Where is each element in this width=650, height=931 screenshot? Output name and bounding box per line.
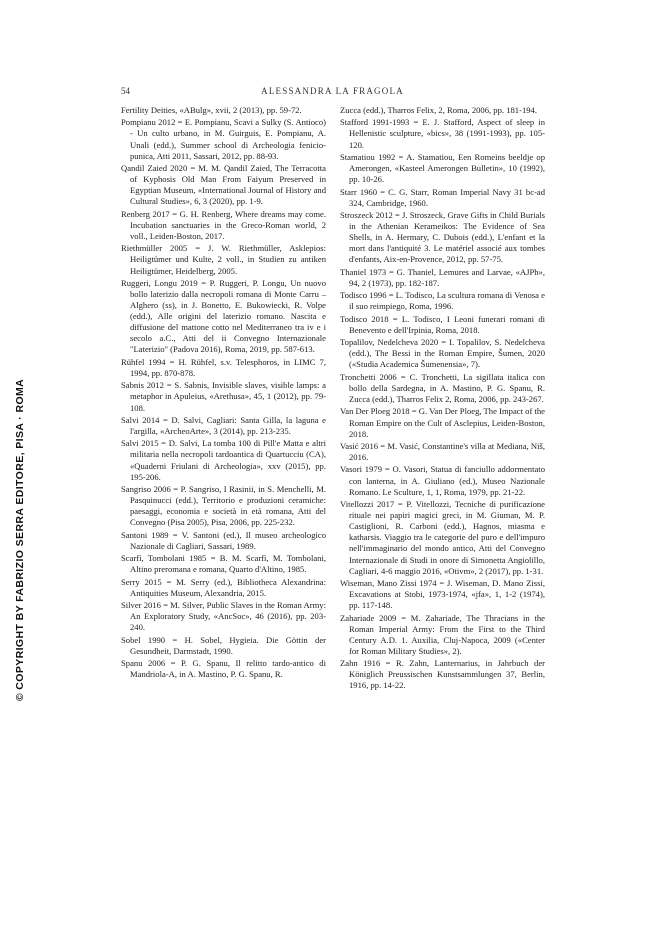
bibliography-entry: Tronchetti 2006 = C. Tronchetti, La sigillata italica con bollo della Sardegna, in A. Mastino, P. G. Spanu, R. Zucca (edd.), Tharros Felix 2, Roma, 2006, pp. 243-267. bbox=[340, 371, 545, 405]
bibliography-entry: Vasori 1979 = O. Vasori, Statua di fanciullo addormentato con lanterna, in A. Giuliano (ed.), Museo Nazionale Romano. Le Sculture, 1, 1, Roma, 1979, pp. 21-22. bbox=[340, 464, 545, 497]
bibliography-entry: Van Der Ploeg 2018 = G. Van Der Ploeg, The Impact of the Roman Empire on the Cult of Asclepius, Leiden-Boston, 2018. bbox=[340, 406, 545, 439]
bibliography-entry: Vasić 2016 = M. Vasić, Constantine's villa at Mediana, Niš, 2016. bbox=[340, 440, 545, 463]
bibliography-entry: Scarfì, Tombolani 1985 = B. M. Scarfì, M. Tombolani, Altino preromana e romana, Quarto d'Altino, 1985. bbox=[121, 553, 326, 575]
copyright-notice bbox=[14, 378, 27, 702]
bibliography-entry: Fertility Deities, «ABulg», xvii, 2 (2013), pp. 59-72. bbox=[121, 105, 302, 115]
bibliography-entry: Rühfel 1994 = H. Rühfel, s.v. Telesphoros, in LIMC 7, 1994, pp. 870-878. bbox=[121, 356, 326, 378]
bibliography-entry: Salvi 2015 = D. Salvi, La tomba 100 di Pill'e Matta e altri militaria nella necropoli tardoantica di Quartucciu (CA), «Quaderni Friulani di Archeologia», xxv (2015), pp. 195-206. bbox=[121, 438, 326, 482]
bibliography-entry: Vitellozzi 2017 = P. Vitellozzi, Tecniche di purificazione rituale nei papiri magici greci, in M. Giuman, M. P. Castiglioni, R. Carboni (edd.), Hagnos, miasma e katharsis. Viaggio tra le categorie del puro e dell'impuro nell'immaginario del mondo antico, Atti del Convegno Internazionale di Studi in onore di Simonetta Angiolillo, Cagliari, 4-6 maggio 2016, «Otivm», 2 (2017), pp. 1-31. bbox=[340, 499, 545, 576]
bibliography-entry: Todisco 2018 = L. Todisco, I Leoni funerari romani di Benevento e dell'Irpinia, Roma, 2018. bbox=[340, 313, 545, 335]
running-head bbox=[121, 86, 544, 100]
bibliography-entry: Sobel 1990 = H. Sobel, Hygieia. Die Göttin der Gesundheit, Darmstadt, 1990. bbox=[121, 634, 326, 656]
bibliography-entry: Wiseman, Mano Zissi 1974 = J. Wiseman, D. Mano Zissi, Excavations at Stobi, 1973-1974, «jfa», 1, 1-2 (1974), pp. 117-148. bbox=[340, 578, 545, 611]
bibliography-left-column bbox=[121, 105, 326, 682]
bibliography-entry: Spanu 2006 = P. G. Spanu, Il relitto tardo-antico di Mandriola-A, in A. Mastino, P. G. Spanu, R. bbox=[121, 658, 326, 680]
bibliography-entry: Zucca (edd.), Tharros Felix, 2, Roma, 2006, pp. 181-194. bbox=[340, 105, 537, 115]
bibliography-entry: Zahariade 2009 = M. Zahariade, The Thracians in the Roman Imperial Army: From the First to the Third Century A.D. 1. Auxilia, Cluj-Napoca, 2009 («Center for Roman Military Studies», 2). bbox=[340, 612, 545, 656]
bibliography-entry: Stamatiou 1992 = A. Stamatiou, Een Romeins beeldje op Amerongen, «Kasteel Amerongen Bulletin», 10 (1992), pp. 10-26. bbox=[340, 151, 545, 185]
page-number: 54 bbox=[121, 86, 130, 96]
bibliography-entry: Thaniel 1973 = G. Thaniel, Lemures and Larvae, «AJPh», 94, 2 (1973), pp. 182-187. bbox=[340, 266, 545, 288]
header-title: ALESSANDRA LA FRAGOLA bbox=[261, 86, 404, 96]
bibliography-entry: Renberg 2017 = G. H. Renberg, Where dreams may come. Incubation sanctuaries in the Greco-Roman world, 2 voll., Leiden-Boston, 2017. bbox=[121, 208, 326, 241]
bibliography-entry: Pompianu 2012 = E. Pompianu, Scavi a Sulky (S. Antioco) - Un culto urbano, in M. Guirguis, E. Pompianu, A. Unali (edd.), Summer school di Archeologia fenicio-punica, Atti 2011, Sassari, 2012, pp. 88-93. bbox=[121, 117, 326, 161]
bibliography-entry: Todisco 1996 = L. Todisco, La scultura romana di Venosa e il suo reimpiego, Roma, 1996. bbox=[340, 290, 545, 312]
bibliography-right-column bbox=[340, 105, 545, 693]
copyright-text: © COPYRIGHT BY FABRIZIO SERRA EDITORE, PISA · ROMA bbox=[14, 378, 27, 702]
bibliography-entry: Qandil Zaied 2020 = M. M. Qandil Zaied, The Terracotta of Kyphosis Old Man From Faiyum Preserved in Egyptian Museum, «International Journal of History and Cultural Studies», 6, 3 (2020), pp. 1-9. bbox=[121, 163, 326, 207]
bibliography-entry: Starr 1960 = C. G. Starr, Roman Imperial Navy 31 bc-ad 324, Cambridge, 1960. bbox=[340, 186, 545, 208]
bibliography-entry: Silver 2016 = M. Silver, Public Slaves in the Roman Army: An Exploratory Study, «AncSoc», 46 (2016), pp. 203-240. bbox=[121, 600, 326, 633]
bibliography-entry: Serry 2015 = M. Serry (ed.), Bibliotheca Alexandrina: Antiquities Museum, Alexandria, 2015. bbox=[121, 576, 326, 598]
bibliography-entry: Santoni 1989 = V. Santoni (ed.), Il museo archeologico Nazionale di Cagliari, Sassari, 1989. bbox=[121, 529, 326, 551]
bibliography-entry: Salvi 2014 = D. Salvi, Cagliari: Santa Gilla, la laguna e l'argilla, «ArcheoArte», 3 (2014), pp. 213-235. bbox=[121, 414, 326, 436]
bibliography-entry: Riethmüller 2005 = J. W. Riethmüller, Asklepios: Heiligtümer und Kulte, 2 voll., in Studien zu antiken Heiligtümer, Heidelberg, 2005. bbox=[121, 243, 326, 276]
bibliography-entry: Sangriso 2006 = P. Sangriso, I Rasinii, in S. Menchelli, M. Pasquinucci (edd.), Territorio e produzioni ceramiche: paesaggi, economia e società in età romana, Atti del Convegno (Pisa 2005), Pisa, 2006, pp. 225-232. bbox=[121, 484, 326, 528]
bibliography-entry: Sabnis 2012 = S. Sabnis, Invisible slaves, visible lamps: a metaphor in Apuleius, «Arethusa», 45, 1 (2012), pp. 79-108. bbox=[121, 380, 326, 413]
bibliography-entry: Zahn 1916 = R. Zahn, Lanternarius, in Jahrbuch der Königlich Preussischen Kunstsammlungen 37, Berlin, 1916, pp. 14-22. bbox=[340, 658, 545, 691]
bibliography-entry: Topalilov, Nedelcheva 2020 = I. Topalilov, S. Nedelcheva (edd.), The Bessi in the Roman Empire, Šumen, 2020 («Studia Academica Šumenensia», 7). bbox=[340, 337, 545, 370]
bibliography-entry: Stroszeck 2012 = J. Stroszeck, Grave Gifts in Child Burials in the Athenian Kerameikos: The Evidence of Sea Shells, in A. Hermary, C. Dubois (edd.), L'enfant et la mort dans l'antiquité 3. Le matériel associé aux tombes d'enfants, Aix-en-Provence, 2012, pp. 57-75. bbox=[340, 210, 545, 265]
bibliography-entry: Ruggeri, Longu 2019 = P. Ruggeri, P. Longu, Un nuovo bollo laterizio dalla necropoli romana di Monte Carru – Alghero (ss), in J. Bonetto, E. Bukowiecki, R. Volpe (edd.), Alle origini del laterizio romano. Nascita e diffusione del mattone cotto nel Mediterraneo tra iv e i secolo a.C., Atti del ii Convegno Internazionale "Laterizio" (Padova 2016), Roma, 2019, pp. 587-613. bbox=[121, 277, 326, 355]
bibliography-entry: Stafford 1991-1993 = E. J. Stafford, Aspect of sleep in Hellenistic sculpture, «bics», 38 (1991-1993), pp. 105-120. bbox=[340, 117, 545, 150]
